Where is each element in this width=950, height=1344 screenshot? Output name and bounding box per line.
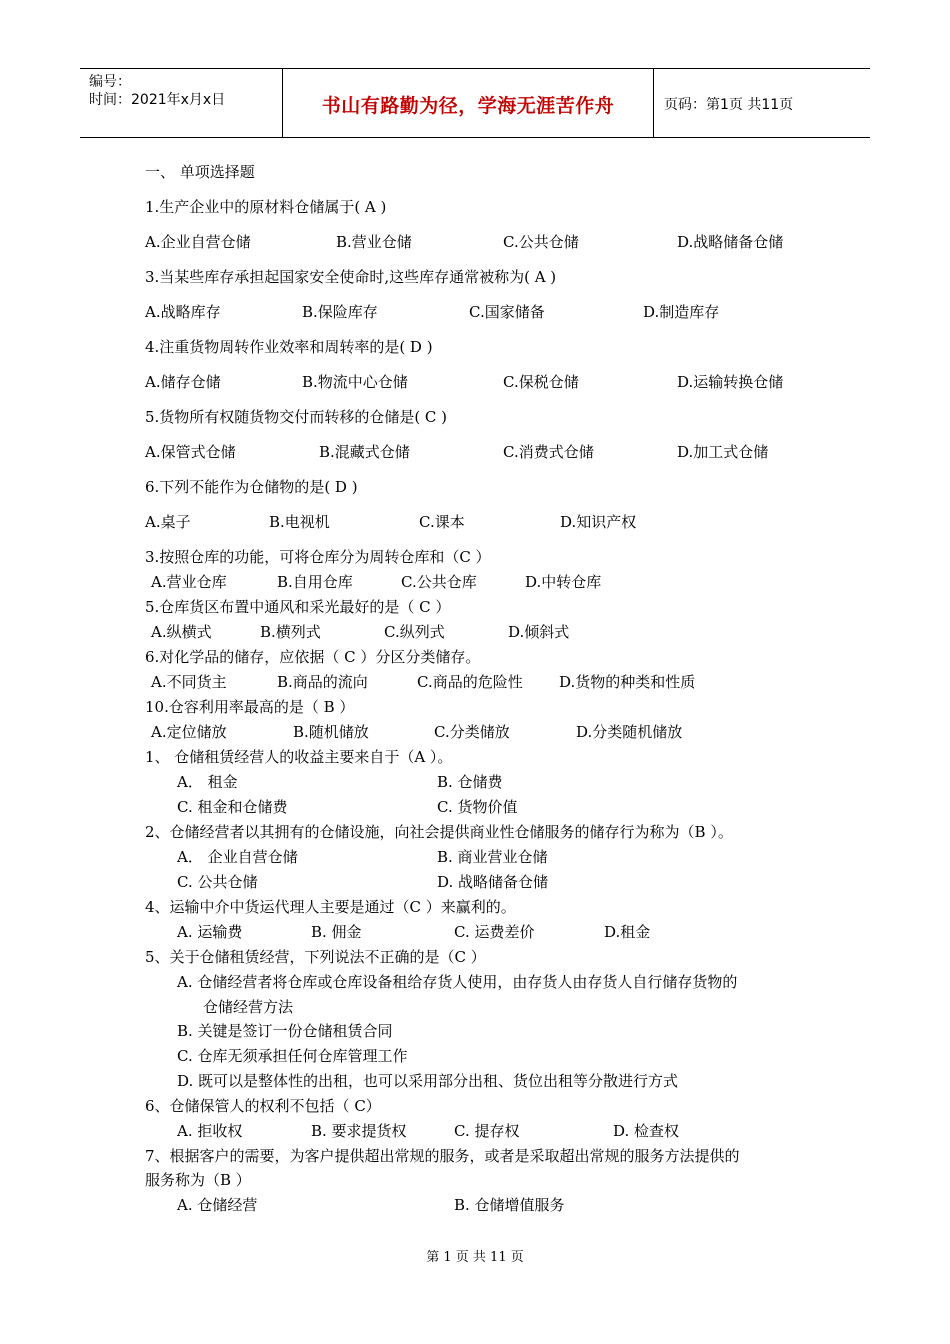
option: B.自用仓库 [277,573,353,591]
option: C.保税仓储 [503,373,579,391]
question: 5、关于仓储租赁经营，下列说法不正确的是（C ） [145,948,486,966]
option: D. 战略储备仓储 [437,873,549,891]
option: C.课本 [419,513,465,531]
header-info [89,73,225,109]
section-title: 一、 单项选择题 [145,163,255,181]
option: D. 既可以是整体性的出租，也可以采用部分出租、货位出租等分散进行方式 [177,1072,679,1090]
option: C. 运费差价 [454,923,535,941]
header-divider [653,69,654,137]
time-label: 时间：2021年x月x日 [89,92,226,108]
option: D.战略储备仓储 [677,233,784,251]
option: B. 商业营业仓储 [437,848,548,866]
option: C. 公共仓储 [177,873,258,891]
header-page-info: 页码：第1页 共11页 [664,97,794,113]
option: D.运输转换仓储 [677,373,784,391]
option: A.战略库存 [145,303,221,321]
question: 2、仓储经营者以其拥有的仓储设施，向社会提供商业性仓储服务的储存行为称为（B ）。 [145,823,733,841]
option: B.保险库存 [302,303,378,321]
option: A． 租金 [177,773,238,791]
question: 3.当某些库存承担起国家安全使命时,这些库存通常被称为( A ) [145,268,557,286]
option: A. 运输费 [177,923,243,941]
option: B. 佣金 [311,923,362,941]
option: D.租金 [604,923,651,941]
question: 1、 仓储租赁经营人的收益主要来自于（A ）。 [145,748,453,766]
option: D. 检查权 [613,1122,680,1140]
option: A. 拒收权 [177,1122,243,1140]
option: C. 提存权 [454,1122,520,1140]
question: 4、运输中介中货运代理人主要是通过（C ）来赢利的。 [145,898,516,916]
option: B.横列式 [260,623,321,641]
question: 1.生产企业中的原材料仓储属于( A ) [145,198,387,216]
option: C.公共仓库 [401,573,477,591]
option: D.加工式仓储 [677,443,769,461]
option: A.营业仓库 [151,573,227,591]
option: D.制造库存 [643,303,720,321]
option: C.分类储放 [434,723,510,741]
option: B.随机储放 [293,723,369,741]
header-motto: 书山有路勤为径，学海无涯苦作舟 [321,95,615,117]
option: C. 租金和仓储费 [177,798,288,816]
option: D.倾斜式 [508,623,570,641]
option: A.保管式仓储 [145,443,236,461]
question: 7、根据客户的需要，为客户提供超出常规的服务，或者是采取超出常规的服务方法提供的 [145,1147,740,1165]
option: C.纵列式 [384,623,445,641]
number-label: 编号： [89,74,131,90]
option: A． 企业自营仓储 [177,848,298,866]
option: B. 关键是签订一份仓储租赁合同 [177,1022,393,1040]
option: D.知识产权 [560,513,637,531]
option: C.消费式仓储 [503,443,594,461]
page-header [80,68,870,138]
question: 4.注重货物周转作业效率和周转率的是( D ) [145,338,433,356]
option: C. 仓库无须承担任何仓库管理工作 [177,1047,408,1065]
option: B. 要求提货权 [311,1122,407,1140]
page-footer: 第 1 页 共 11 页 [426,1250,524,1265]
option: C.公共仓储 [503,233,579,251]
option: C.国家储备 [469,303,545,321]
option: A.桌子 [145,513,191,531]
question: 6.对化学品的储存，应依据（ C ）分区分类储存。 [145,648,481,666]
option: B.商品的流向 [277,673,368,691]
question-continuation: 服务称为（B ） [145,1171,251,1189]
option: D.货物的种类和性质 [559,673,696,691]
option: A.定位储放 [151,723,227,741]
question: 5.货物所有权随货物交付而转移的仓储是( C ) [145,408,448,426]
option: B.营业仓储 [336,233,412,251]
option: B. 仓储费 [437,773,503,791]
option: A.不同货主 [151,673,227,691]
option: C.商品的危险性 [417,673,523,691]
option: D.分类随机储放 [576,723,683,741]
option-continuation: 仓储经营方法 [203,998,294,1016]
question: 5.仓库货区布置中通风和采光最好的是（ C ） [145,598,451,616]
option: A.纵横式 [151,623,212,641]
question: 6、仓储保管人的权利不包括（ C） [145,1097,381,1115]
option: B. 仓储增值服务 [454,1196,565,1214]
option: B.电视机 [269,513,330,531]
option: A.储存仓储 [145,373,221,391]
option: B.物流中心仓储 [302,373,408,391]
option: A.企业自营仓储 [145,233,251,251]
question: 10.仓容利用率最高的是（ B ） [145,698,355,716]
option: B.混藏式仓储 [319,443,410,461]
question: 3.按照仓库的功能，可将仓库分为周转仓库和（C ） [145,548,491,566]
option: D.中转仓库 [525,573,602,591]
option: A. 仓储经营者将仓库或仓库设备租给存货人使用，由存货人由存货人自行储存货物的 [177,973,738,991]
question: 6.下列不能作为仓储物的是( D ) [145,478,358,496]
option: A. 仓储经营 [177,1196,258,1214]
option: C. 货物价值 [437,798,518,816]
